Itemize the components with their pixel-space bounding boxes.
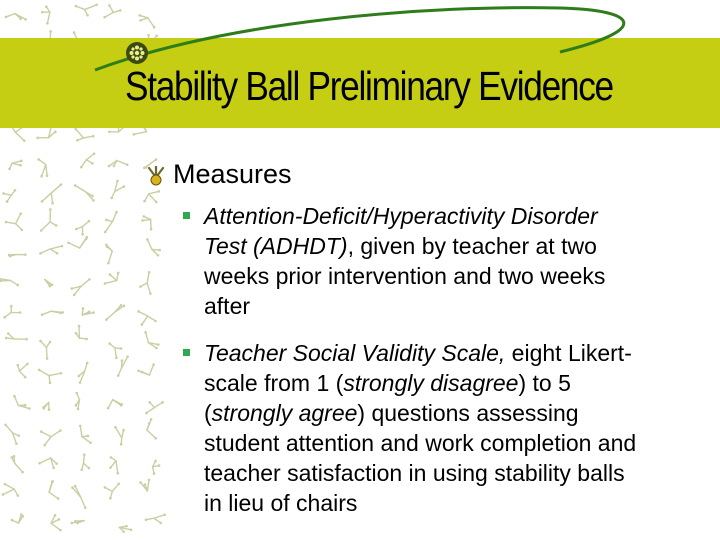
molecule-motif bbox=[41, 183, 63, 204]
molecule-motif bbox=[39, 340, 51, 360]
molecule-motif bbox=[51, 514, 62, 531]
italic-text: Attention-Deficit/Hyperactivity Disorder bbox=[204, 203, 598, 229]
molecule-motif bbox=[107, 400, 123, 410]
molecule-motif bbox=[143, 190, 160, 203]
italic-text: Test (ADHDT) bbox=[204, 233, 348, 259]
molecule-motif bbox=[138, 14, 155, 28]
plain-text: weeks prior intervention and two weeks bbox=[204, 263, 606, 289]
molecule-motif bbox=[10, 455, 23, 473]
molecule-motif bbox=[5, 332, 28, 340]
text-line bbox=[204, 231, 714, 261]
molecule-motif bbox=[109, 456, 119, 474]
italic-text: strongly agree bbox=[211, 400, 358, 426]
text-line bbox=[204, 428, 714, 458]
molecule-motif bbox=[41, 311, 64, 316]
plain-text: student attention and work completion and bbox=[204, 430, 637, 456]
molecule-motif bbox=[5, 212, 23, 231]
molecule-motif bbox=[146, 238, 161, 256]
molecule-motif bbox=[45, 279, 53, 287]
molecule-motif bbox=[147, 418, 157, 440]
text-line bbox=[204, 458, 714, 488]
molecule-motif bbox=[74, 128, 94, 142]
molecule-motif bbox=[71, 485, 86, 509]
molecule-motif bbox=[41, 5, 50, 24]
molecule-motif bbox=[37, 158, 48, 177]
molecule-motif bbox=[38, 458, 58, 469]
molecule-motif bbox=[38, 369, 62, 384]
molecule-motif bbox=[114, 426, 125, 446]
molecule-motif bbox=[79, 425, 92, 444]
molecule-motif bbox=[82, 307, 95, 315]
molecule-motif bbox=[141, 215, 152, 230]
molecule-motif bbox=[144, 331, 159, 349]
text-line bbox=[204, 201, 714, 231]
molecule-motif bbox=[49, 480, 59, 500]
italic-text: Teacher Social Validity Scale, bbox=[204, 340, 506, 366]
molecule-motif bbox=[75, 220, 90, 236]
measure-item-text bbox=[204, 201, 714, 321]
molecule-motif bbox=[8, 253, 27, 257]
molecule-motif bbox=[80, 152, 95, 168]
plain-text: ) to 5 bbox=[518, 370, 571, 396]
molecule-motif bbox=[139, 271, 152, 295]
molecule-motif bbox=[42, 402, 50, 410]
molecule-motif bbox=[104, 272, 120, 285]
molecule-motif bbox=[117, 355, 129, 376]
slide-title: Stability Ball Preliminary Evidence bbox=[125, 63, 613, 109]
molecule-motif bbox=[80, 453, 90, 471]
measure-item-text bbox=[204, 338, 714, 518]
plain-text: ) questions assessing bbox=[357, 400, 579, 426]
molecule-motif bbox=[75, 4, 98, 17]
plain-text: eight Likert- bbox=[505, 340, 632, 366]
molecule-motif bbox=[137, 310, 156, 326]
molecule-motif bbox=[11, 513, 25, 523]
text-line bbox=[204, 488, 714, 518]
molecule-motif bbox=[78, 362, 89, 384]
molecule-motif bbox=[105, 244, 112, 265]
molecule-motif bbox=[103, 4, 121, 18]
molecule-motif bbox=[40, 208, 58, 232]
measures-heading: Measures bbox=[173, 159, 292, 189]
molecule-motif bbox=[3, 305, 21, 319]
square-bullet-icon bbox=[183, 349, 190, 356]
molecule-motif bbox=[40, 429, 62, 446]
molecule-motif bbox=[5, 14, 27, 21]
molecule-motif bbox=[75, 325, 88, 341]
molecule-motif bbox=[104, 483, 120, 500]
molecule-motif bbox=[8, 160, 22, 171]
molecule-motif bbox=[13, 395, 31, 410]
plain-text: scale from 1 ( bbox=[204, 370, 344, 396]
text-line bbox=[204, 398, 714, 428]
molecule-motif bbox=[71, 520, 85, 524]
text-line bbox=[204, 291, 714, 321]
molecule-motif bbox=[67, 236, 88, 248]
plain-text: after bbox=[204, 293, 251, 319]
molecule-motif bbox=[139, 479, 150, 491]
square-bullet-icon bbox=[183, 212, 190, 219]
molecule-motif bbox=[104, 211, 118, 234]
molecule-motif bbox=[71, 278, 91, 296]
molecule-motif bbox=[2, 189, 16, 203]
plain-text: ( bbox=[204, 400, 212, 426]
plain-text: in lieu of chairs bbox=[204, 490, 358, 516]
plain-text: teacher satisfaction in using stability balls bbox=[204, 460, 625, 486]
molecule-motif bbox=[74, 184, 95, 202]
molecule-motif bbox=[39, 245, 63, 255]
molecule-motif bbox=[137, 363, 155, 375]
italic-text: strongly disagree bbox=[343, 370, 519, 396]
molecule-motif bbox=[16, 363, 28, 379]
text-line bbox=[204, 338, 714, 368]
molecule-motif bbox=[145, 513, 166, 524]
plain-text: , given by teacher at two bbox=[347, 233, 597, 259]
molecule-motif bbox=[105, 304, 125, 321]
flower-bullet-icon bbox=[147, 166, 165, 186]
text-line bbox=[204, 261, 714, 291]
molecule-motif bbox=[153, 460, 161, 475]
molecule-motif bbox=[0, 277, 19, 286]
molecule-motif bbox=[4, 424, 20, 445]
molecule-motif bbox=[108, 342, 122, 359]
molecule-motif bbox=[110, 180, 125, 200]
molecule-motif bbox=[108, 161, 129, 168]
molecule-motif bbox=[75, 392, 80, 411]
molecule-motif bbox=[2, 483, 19, 497]
molecule-motif bbox=[119, 525, 132, 533]
molecule-motif bbox=[145, 401, 164, 414]
text-line bbox=[204, 368, 714, 398]
